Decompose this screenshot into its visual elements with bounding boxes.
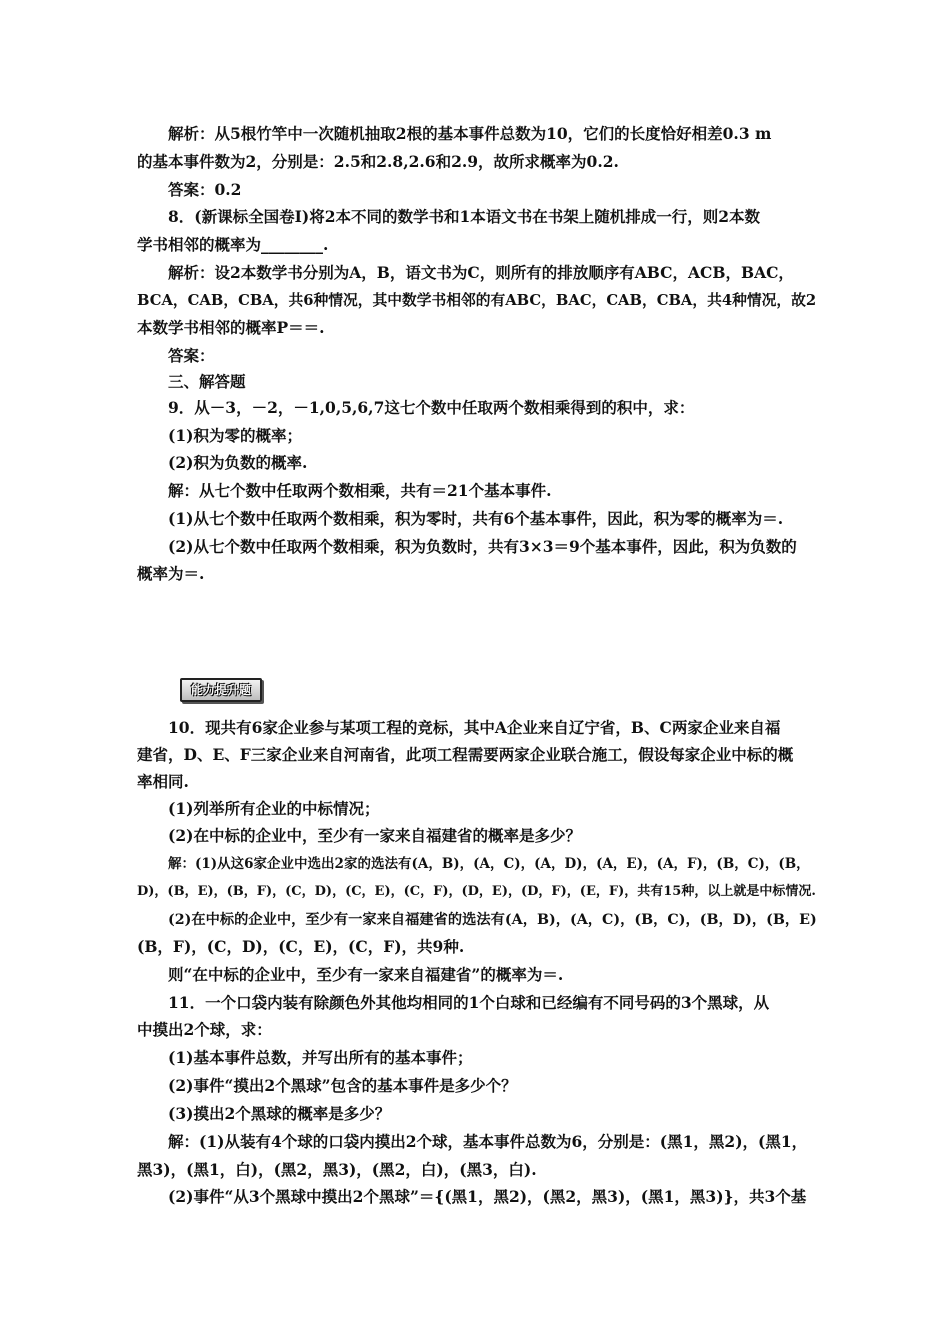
text-line: 答案：0.2 xyxy=(168,180,242,199)
text-line: (1)从七个数中任取两个数相乘，积为零时，共有6个基本事件，因此，积为零的概率为＝. xyxy=(168,509,784,528)
section-heading: 三、解答题 xyxy=(168,372,246,391)
text-line: (1)列举所有企业的中标情况； xyxy=(168,799,380,818)
text-line: D)，(B，E)，(B，F)，(C，D)，(C，E)，(C，F)，(D，E)，(D，F)，(E，F)，共有15种，以上就是中标情况. xyxy=(137,884,816,899)
text-line: 本数学书相邻的概率P＝＝. xyxy=(137,318,325,337)
text-line: (1)基本事件总数，并写出所有的基本事件； xyxy=(168,1048,473,1067)
text-line: (1)积为零的概率； xyxy=(168,426,302,445)
text-line: (3)摸出2个黑球的概率是多少？ xyxy=(168,1104,391,1123)
text-line: 概率为＝. xyxy=(137,564,205,583)
text-line: 9．从－3，－2，－1,0,5,6,7这七个数中任取两个数相乘得到的积中，求： xyxy=(168,398,695,417)
text-line: (2)在中标的企业中，至少有一家来自福建省的概率是多少？ xyxy=(168,826,581,845)
text-line: (B，F)，(C，D)，(C，E)，(C，F)，共9种. xyxy=(137,937,465,956)
text-line: BCA，CAB，CBA，共6种情况，其中数学书相邻的有ABC，BAC，CAB，CBA，共4种情况，故2 xyxy=(137,292,817,309)
text-line: 8．(新课标全国卷Ⅰ)将2本不同的数学书和1本语文书在书架上随机排成一行，则2本数 xyxy=(168,207,761,226)
text-line: 11．一个口袋内装有除颜色外其他均相同的1个白球和已经编有不同号码的3个黑球，从 xyxy=(168,993,770,1012)
text-line: 中摸出2个球，求： xyxy=(137,1020,272,1039)
text-line: 黑3)，(黑1，白)，(黑2，黑3)，(黑2，白)，(黑3，白). xyxy=(137,1160,537,1179)
text-line: 学书相邻的概率为________. xyxy=(137,235,329,254)
text-line: 解：(1)从这6家企业中选出2家的选法有(A，B)，(A，C)，(A，D)，(A，E)，(A，F)，(B，C)，(B， xyxy=(168,856,810,872)
text-line: 解析：从5根竹竿中一次随机抽取2根的基本事件总数为10，它们的长度恰好相差0.3 m xyxy=(168,124,772,143)
text-line: (2)从七个数中任取两个数相乘，积为负数时，共有3×3＝9个基本事件，因此，积为负数的 xyxy=(168,537,797,556)
text-line: 建省，D、E、F三家企业来自河南省，此项工程需要两家企业联合施工，假设每家企业中标的概 xyxy=(137,745,794,764)
text-line: 答案： xyxy=(168,346,215,365)
section-badge: 能力提升题 xyxy=(180,678,262,702)
text-line: 10．现共有6家企业参与某项工程的竞标，其中A企业来自辽宁省，B、C两家企业来自福 xyxy=(168,718,781,737)
text-line: 解：(1)从装有4个球的口袋内摸出2个球，基本事件总数为6，分别是：(黑1，黑2)，(黑1， xyxy=(168,1132,808,1151)
text-line: (2)积为负数的概率. xyxy=(168,453,308,472)
text-line: 解：从七个数中任取两个数相乘，共有＝21个基本事件. xyxy=(168,481,552,500)
text-line: (2)事件“摸出2个黑球”包含的基本事件是多少个？ xyxy=(168,1076,517,1095)
text-line: (2)在中标的企业中，至少有一家来自福建省的选法有(A，B)，(A，C)，(B，C)，(B，D)，(B，E) xyxy=(168,912,817,928)
text-line: (2)事件“从3个黑球中摸出2个黑球”＝{(黑1，黑2)，(黑2，黑3)，(黑1，黑3)}，共3个基 xyxy=(168,1187,807,1206)
text-line: 解析：设2本数学书分别为A，B，语文书为C，则所有的排放顺序有ABC，ACB，BAC， xyxy=(168,263,794,282)
text-line: 则“在中标的企业中，至少有一家来自福建省”的概率为＝. xyxy=(168,965,564,984)
text-line: 率相同. xyxy=(137,772,189,791)
text-line: 的基本事件数为2，分别是：2.5和2.8,2.6和2.9，故所求概率为0.2. xyxy=(137,152,619,171)
